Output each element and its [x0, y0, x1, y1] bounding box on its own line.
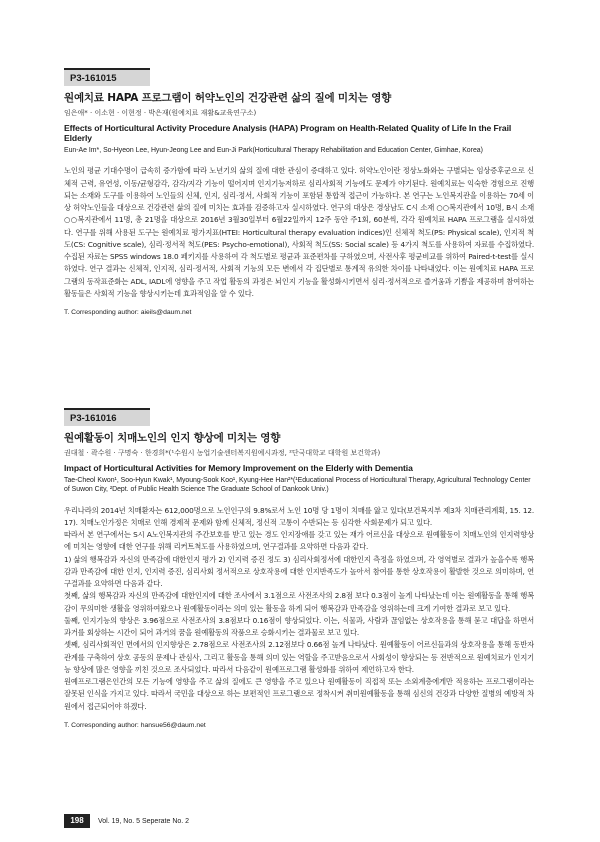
abstract-1: [64, 66, 534, 316]
abstract-body: [64, 165, 534, 300]
paragraph: 우리나라의 2014년 치매환자는 612,000명으로 노인인구의 9.8%로서 노인 10명 당 1명이 치매를 앓고 있다(보건복지부 제3차 치매관리계획, 15. 12. 17). 치매노인가정은 치매로 인해 경제적 문제와 함께 신체적, 정신적 고통이 수반되는 등 심각한 사회문제가 되고 있다.: [64, 505, 534, 527]
journal-info: Vol. 19, No. 5 Seperate No. 2: [98, 817, 190, 825]
english-title: Impact of Horticultural Activities for Memory Improvement on the Elderly with Dementia: [64, 463, 413, 473]
english-authors: Tae-Cheol Kwon¹, Soo-Hyun Kwak¹, Myoung-Sook Koo¹, Kyung-Hee Han²*(¹Educational Process of Horticultural Therapy, Agricultural Technology Center of Suwon City, ²Dept. of Public Health Science The Graduate School of Dankook Univ.): [64, 477, 531, 494]
page-number: 198: [64, 814, 90, 828]
korean-authors: 임은애* · 이소현 · 이현정 · 박은재(원예치료 재활&교육연구소): [64, 109, 257, 117]
paragraph: 셋째, 심리사회적인 면에서의 인지향상은 2.78점으로 사전조사의 2.12점보다 0.66점 높게 나타났다. 원예활동이 어르신들과의 상호작용을 통해 동반자 관계를 구축하여 상호 공동의 문제나 관심사, 그리고 활동을 통해 의미 있는 역할을 주고받음으로서 사회성이 향상되는 등 전반적으로 원예치료가 인지기능 향상에 많은 영향을 끼친 것으로 조사되었다. 따라서 다음같이 원예프로그램 활성화를 위하여 제언하고자 한다.: [64, 640, 534, 674]
korean-authors: 권대철 · 곽수원 · 구명숙 · 한경희*(¹수원시 농업기술센터복지원예시과정, ²단국대학교 대학원 보건학과): [64, 449, 381, 457]
paragraph: 노인의 평균 기대수명이 급속히 증가함에 따라 노년기의 삶의 질에 대한 관심이 증대하고 있다. 허약노인이란 정상노화와는 구별되는 임상증후군으로 신체적 근력, 유연성, 이동/균형감각, 감각/지각 기능이 떨어지며 인지기능저하로 심리사회적 기능에도 문제가 야기된다. 원예치료는 익숙한 경험으로 진행되는 소재와 도구를 이용하여 노인들의 신체, 인지, 심리·정서, 사회적 기능이 포함된 통합적 접근이 가능하다. 본 연구는 노인복지관을 이용하는 70세 이상 허약노인들을 대상으로 건강관련 삶의 질에 미치는 효과를 검증하고자 실시하였다. 연구의 대상은 경상남도 C시 소재 ○○복지관에서 10명, B시 소재 ○○복지관에서 11명, 총 21명을 대상으로 2016년 3월30일부터 6월22일까지 12주 동안 주1회, 60분씩, 각각 원예치료 HAPA 프로그램을 실시하였다. 연구를 위해 사용된 도구는 원예치료 평가지표(HTEI: Horticultural therapy evaluation indices)인 신체적 척도(PS: Physical scale), 인지적 척도(CS: Cognitive scale), 심리·정서적 척도(PES: Psycho-emotional), 사회적 척도(SS: Social scale) 등 4가지 척도를 사용하여 자료를 수집하였다. 수집된 자료는 SPSS windows 18.0 페키지를 사용하여 각 척도별로 평균과 표준편차를 구하였으며, 사전사후 평균비교를 위하여 Paired-t-test를 실시하였다. 연구 결과는 신체적, 인지적, 심리·정서적, 사회적 기능의 모든 변에서 각 집단별로 통계적 유의한 차이를 나타내었다. 이는 원예치료 HAPA 프로그램의 동작표준화는 ADL, IADL에 영향을 주고 작업 활동의 과정은 뇌인지 기능을 활성화시키면서 심리·정서적으로 즐거움과 기쁨을 제공하며 참여하는 활동들은 사회적 기능을 향상시키는데 효과적임을 알 수 있다.: [64, 166, 534, 298]
abstract-2: [64, 406, 534, 729]
corresponding-author: T. Corresponding author: hansue56@daum.net: [64, 721, 206, 729]
paragraph: 따라서 본 연구에서는 S시 A노인복지관의 주간보호를 받고 있는 경도 인지장애를 갖고 있는 재가 어르신을 대상으로 원예활동이 치매노인의 인지력향상에 미치는 영향에 대한 연구를 위해 리커트척도를 사용하였으며, 연구결과를 요약하면 다음과 같다.: [64, 530, 534, 552]
korean-title: 원예치료 HAPA 프로그램이 허약노인의 건강관련 삶의 질에 미치는 영향: [64, 92, 392, 104]
english-authors: Eun-Ae Im*, So-Hyeon Lee, Hyun-Jeong Lee and Eun-Ji Park(Horticultural Therapy Rehabilitation and Education Center, Gimhae, Korea): [64, 147, 483, 154]
paragraph: 둘째, 인지기능의 향상은 3.96점으로 사전조사의 3.8점보다 0.16점이 향상되었다. 이는, 식물과, 사람과 끊임없는 상호작용을 통해 묻고 대답을 하면서 과거를 회상하는 시간이 되어 과거의 꿈을 원예활동의 작품으로 승화시키는 결과물로 보고 있다.: [64, 615, 534, 638]
korean-title: 원예활동이 치매노인의 인지 향상에 미치는 영향: [64, 432, 281, 444]
abstract-body: [64, 505, 534, 713]
abstract-code: P3-161015: [64, 68, 150, 86]
abstract-code: P3-161016: [64, 408, 150, 426]
page-footer: [64, 814, 189, 828]
paragraph: 원예프로그램은인간의 모든 기능에 영향을 주고 삶의 질에도 큰 영향을 주고 있으나 원예활동이 직접적 또는 소외계층에게만 적용하는 프로그램이라는 잘못된 인식을 가지고 있다. 따라서 국민을 대상으로 하는 보편적인 프로그램으로 정착시켜 취미원예활동을 통해 심신의 건강과 다양한 질병의 예방적 차원에서 접근되어야 하겠다.: [64, 677, 534, 711]
paragraph: 1) 삶의 행복감과 자신의 만족감에 대한인지 평가 2) 인지력 증진 정도 3) 심리사회정서에 대한인지 측정을 하였으며, 각 영역별로 결과가 높을수록 행복감과 만족감에 대한 인지, 인지력 증진, 심리사회 정서적으로 상호작용에 대한 인지반족도가 높아서 참여를 통한 상호작용이 활발한 것으로 의미하며, 연구결과를 요약하면 다음과 같다.: [64, 554, 534, 589]
paragraph: 첫째, 삶의 행복감과 자신의 만족감에 대한인지에 대한 조사에서 3.1점으로 사전조사의 2.8점 보다 0.3점이 높게 나타났는데 이는 원예활동을 통해 행복감이 무의미한 생활을 영위하여왔으나 원예활동이라는 의미 있는 활동을 하게 되어 행복감과 만족감을 영위하는데 크게 기여한 결과로 보고 있다.: [64, 591, 534, 613]
corresponding-author: T. Corresponding author: aieils@daum.net: [64, 309, 192, 317]
english-title: Effects of Horticultural Activity Procedure Analysis (HAPA) Program on Health-Related Quality of Life In the Frail Elderly: [64, 123, 512, 143]
